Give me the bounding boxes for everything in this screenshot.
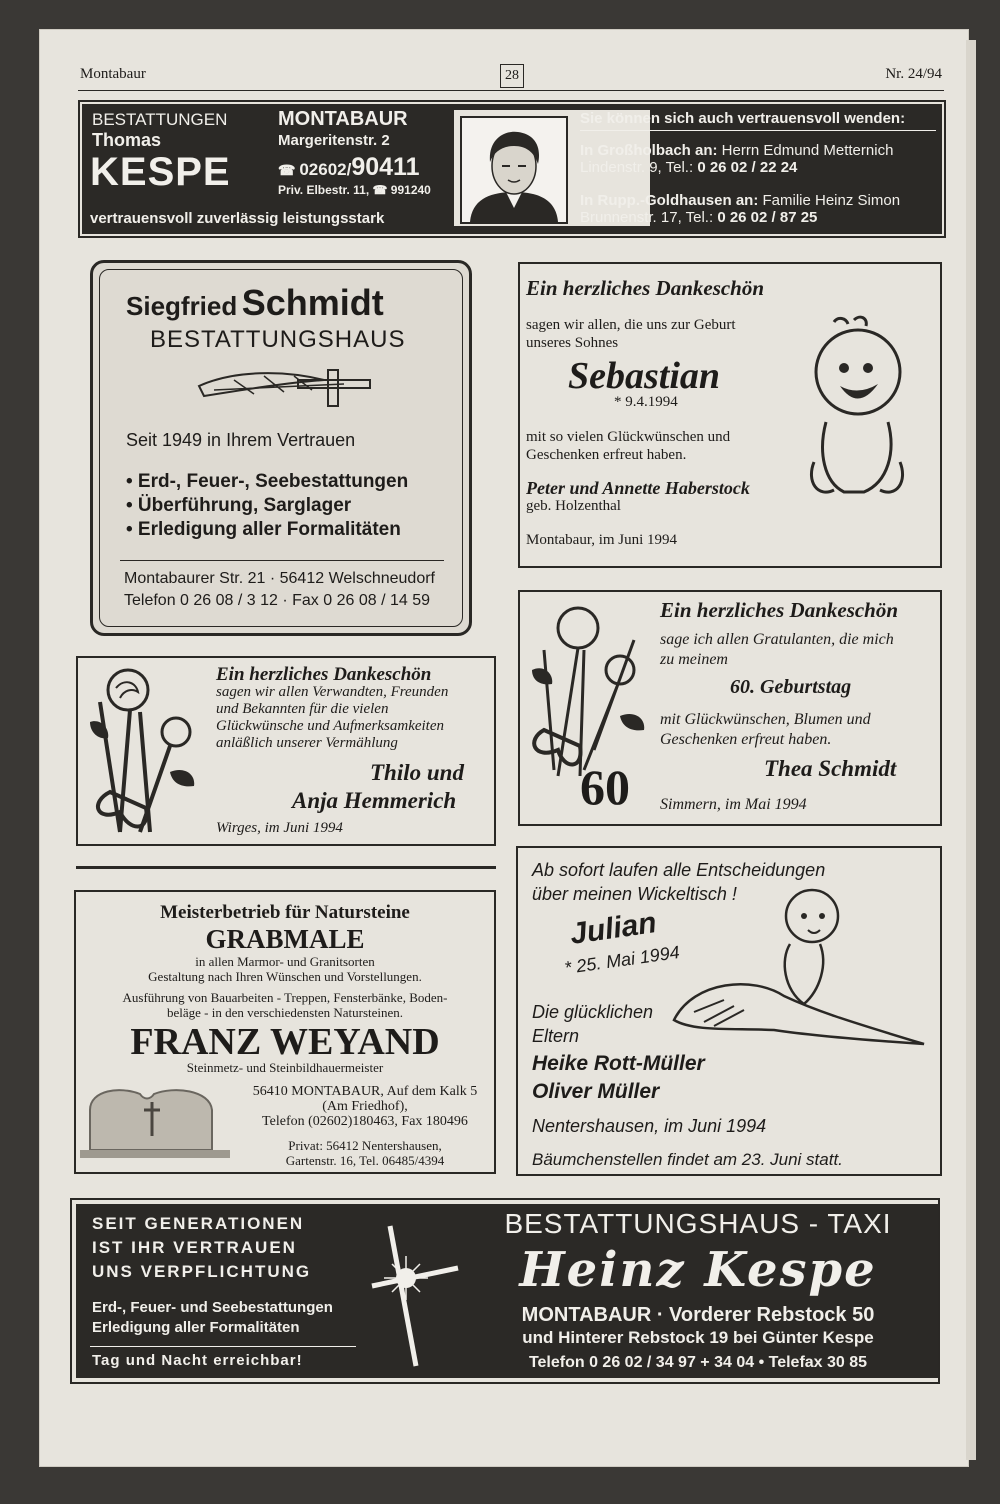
thea-text-2: mit Glückwünschen, Blumen und Geschenken erfreut haben. — [660, 711, 871, 748]
hemmerich-title: Ein herzliches Dankeschön — [216, 664, 432, 685]
kespe-private: Priv. Elbestr. 11, ☎ 991240 — [278, 183, 431, 197]
taxi-rule — [90, 1346, 356, 1347]
schmidt-sub: BESTATTUNGSHAUS — [150, 326, 406, 353]
taxi-address-2: und Hinterer Rebstock 19 bei Günter Kespe — [522, 1328, 874, 1347]
sebastian-nee: geb. Holzenthal — [526, 498, 621, 514]
weyand-private: Privat: 56412 Nentershausen, Gartenstr. 16, Tel. 06485/4394 — [285, 1138, 445, 1168]
sebastian-title: Ein herzliches Dankeschön — [526, 276, 765, 300]
kespe-slogan: vertrauensvoll zuverlässig leistungsstark — [90, 210, 385, 227]
taxi-title: BESTATTUNGSHAUS - TAXI — [504, 1208, 892, 1239]
service-item: • Erd-, Feuer-, Seebestattungen — [126, 471, 409, 492]
hemmerich-name-2: Anja Hemmerich — [292, 788, 457, 813]
weyand-text-2: Ausführung von Bauarbeiten - Treppen, Fensterbänke, Boden- beläge - in den verschiedensten Natursteinen. — [122, 990, 448, 1020]
sebastian-place: Montabaur, im Juni 1994 — [526, 532, 678, 548]
weyand-name: FRANZ WEYAND — [130, 1021, 440, 1063]
hemmerich-text: sagen wir allen Verwandten, Freunden und Bekannten für die vielen Glückwünsche und Aufmerksamkeiten anläßlich unserer Vermählung — [216, 684, 449, 751]
taxi-availability: Tag und Nacht erreichbar! — [92, 1352, 303, 1369]
thea-text-1: sage ich allen Gratulanten, die mich zu meinem — [660, 631, 894, 668]
schmidt-title: Siegfried Schmidt — [126, 282, 384, 323]
taxi-slogan: SEIT GENERATIONEN IST IHR VERTRAUEN UNS VERPFLICHTUNG — [92, 1214, 312, 1281]
kespe-city: MONTABAUR — [278, 108, 408, 130]
weyand-sub: Steinmetz- und Steinbildhauermeister — [186, 1060, 384, 1075]
julian-text-1: Ab sofort laufen alle Entscheidungen über meinen Wickeltisch ! — [532, 860, 826, 904]
kespe-line1: BESTATTUNGEN — [92, 110, 228, 129]
person-portrait-icon — [462, 118, 566, 222]
julian-parents: Heike Rott-Müller Oliver Müller — [532, 1052, 705, 1103]
julian-text-2: Die glücklichen Eltern — [532, 1002, 654, 1046]
service-item: • Überführung, Sarglager — [126, 495, 352, 516]
header-town: Montabaur — [80, 66, 146, 82]
palm-cross-icon — [194, 366, 384, 412]
thea-title: Ein herzliches Dankeschön — [660, 598, 899, 622]
weyand-grabmale: GRABMALE — [205, 924, 365, 954]
kespe-contact-1: In Großholbach an: Herrn Edmund Metternich Lindenstr. 9, Tel.: 0 26 02 / 22 24 — [580, 142, 894, 176]
thea-name: Thea Schmidt — [764, 756, 897, 781]
cross-icon — [370, 1216, 460, 1376]
schmidt-rule — [120, 560, 444, 561]
kespe-name: KESPE — [90, 150, 231, 194]
schmidt-services — [126, 470, 408, 542]
taxi-script-name: Heinz Kespe — [519, 1242, 877, 1298]
stork-baby-icon — [664, 880, 934, 1060]
gravestone-icon — [80, 1080, 230, 1160]
sebastian-date: * 9.4.1994 — [614, 394, 678, 410]
thea-place: Simmern, im Mai 1994 — [660, 796, 807, 813]
header-rule — [78, 90, 944, 91]
hemmerich-name-1: Thilo und — [370, 760, 464, 785]
julian-place: Nentershausen, im Juni 1994 — [532, 1116, 767, 1136]
kespe-street: Margeritenstr. 2 — [278, 132, 390, 149]
kespe-contact-2: In Rupp.-Goldhausen an: Familie Heinz Simon Brunnenstr. 17, Tel.: 0 26 02 / 87 25 — [580, 192, 901, 226]
taxi-services: Erd-, Feuer- und Seebestattungen Erledigung aller Formalitäten — [92, 1299, 333, 1336]
portrait-photo — [460, 116, 568, 224]
schmidt-since: Seit 1949 in Ihrem Vertrauen — [126, 430, 356, 450]
kespe-contact-heading: Sie können sich auch vertrauensvoll wenden: — [580, 110, 936, 131]
issue-number: Nr. 24/94 — [885, 66, 942, 82]
julian-note: Bäumchenstellen findet am 23. Juni statt. — [532, 1150, 843, 1169]
julian-name: Julian — [568, 906, 659, 951]
sebastian-name: Sebastian — [568, 355, 721, 397]
weyand-line-1: Meisterbetrieb für Natursteine — [160, 902, 410, 923]
julian-date: * 25. Mai 1994 — [563, 942, 681, 978]
baby-icon — [804, 312, 914, 512]
sebastian-text-2: mit so vielen Glückwünschen und Geschenken erfreut haben. — [526, 429, 731, 463]
flower-bouquet-icon — [80, 662, 210, 842]
kespe-phone: ☎ 02602/90411 — [278, 153, 420, 181]
sebastian-parents: Peter und Annette Haberstock — [526, 478, 750, 498]
schmidt-contact: Montabaurer Str. 21 · 56412 Welschneudorf Telefon 0 26 08 / 3 12 · Fax 0 26 08 / 14 59 — [124, 570, 435, 609]
page-edge — [966, 40, 976, 1460]
service-item: • Erledigung aller Formalitäten — [126, 519, 401, 540]
page-number: 28 — [500, 64, 524, 88]
hemmerich-place: Wirges, im Juni 1994 — [216, 820, 343, 836]
weyand-address: 56410 MONTABAUR, Auf dem Kalk 5 (Am Friedhof), Telefon (02602)180463, Fax 180496 — [252, 1084, 478, 1129]
taxi-address-1: MONTABAUR · Vorderer Rebstock 50 — [521, 1304, 875, 1326]
weyand-text-1: in allen Marmor- und Granitsorten Gestaltung nach Ihren Wünschen und Vorstellungen. — [148, 954, 422, 984]
thea-age: 60 — [580, 759, 630, 815]
column-divider — [76, 866, 496, 869]
taxi-phone: Telefon 0 26 02 / 34 97 + 34 04 • Telefax 30 85 — [528, 1354, 868, 1371]
sebastian-text-1: sagen wir allen, die uns zur Geburt unseres Sohnes — [526, 317, 736, 351]
kespe-line2: Thomas — [92, 130, 162, 150]
thea-occasion: 60. Geburtstag — [730, 676, 852, 698]
phone-icon: ☎ — [278, 162, 300, 178]
